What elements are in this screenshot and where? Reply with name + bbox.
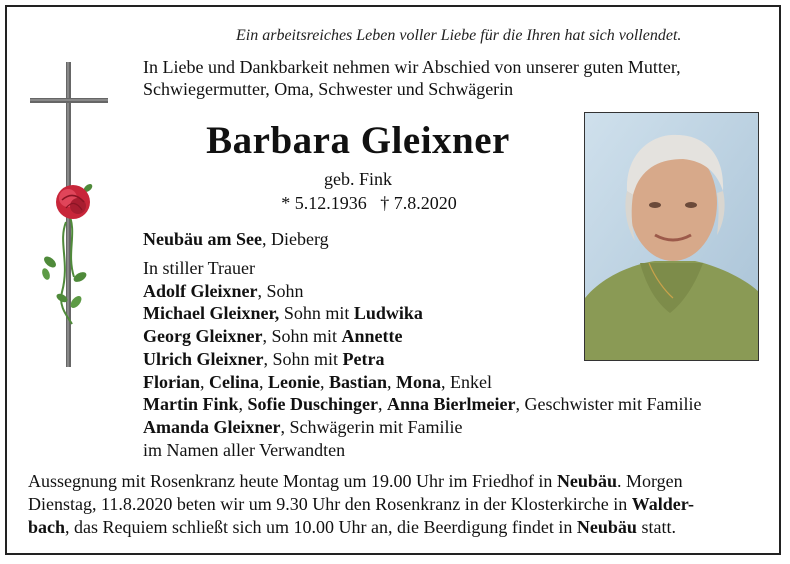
mourner-line-segment: , bbox=[200, 371, 209, 392]
service-line-segment: bach bbox=[28, 517, 66, 537]
service-line-segment: Dienstag, 11.8.2020 beten wir um 9.30 Uhr den Rosenkranz in der Klosterkirche in bbox=[28, 494, 632, 514]
mourner-line-segment: Ulrich Gleixner bbox=[143, 348, 264, 369]
service-line-segment: Walder- bbox=[631, 494, 695, 514]
mourner-line-segment: , bbox=[238, 394, 248, 415]
mourner-line-segment: Bastian bbox=[329, 371, 388, 392]
mourner-line-segment: , bbox=[387, 371, 397, 392]
birth-name: geb. Fink bbox=[323, 169, 392, 189]
mourner-line-segment: Annette bbox=[341, 326, 403, 347]
mourner-line-segment: , bbox=[259, 371, 269, 392]
service-line-segment: statt. bbox=[636, 517, 676, 537]
service-line-segment: Aussegnung mit Rosenkranz heute Montag um 19.00 Uhr im Friedhof in bbox=[28, 471, 557, 491]
service-line bbox=[28, 493, 770, 516]
mourner-line-segment: im Namen aller Verwandten bbox=[143, 439, 346, 460]
place-line bbox=[143, 229, 329, 250]
mourner-line-segment: Anna Bierlmeier bbox=[387, 394, 516, 415]
mourner-line-segment: , Geschwister mit Familie bbox=[515, 394, 702, 415]
mourner-line-segment: Florian bbox=[143, 371, 200, 392]
mourner-line-segment: Amanda Gleixner bbox=[143, 416, 281, 437]
service-announcement bbox=[28, 470, 770, 539]
mourner-line-segment: Mona bbox=[396, 371, 442, 392]
mourner-line-segment: Martin Fink bbox=[143, 394, 239, 415]
mourner-line-segment: , Sohn mit bbox=[263, 348, 343, 369]
mourner-line-segment: Petra bbox=[342, 348, 385, 369]
mourner-line bbox=[143, 416, 701, 439]
mourner-line-segment: Michael Gleixner, bbox=[143, 303, 280, 324]
service-line bbox=[28, 516, 770, 539]
mourner-line-segment: , Schwägerin mit Familie bbox=[280, 416, 463, 437]
mourner-line bbox=[143, 393, 701, 416]
service-line-segment: Neubäu bbox=[576, 517, 637, 537]
place-town: Neubäu am See bbox=[143, 229, 263, 249]
service-line-segment: , das Requiem schließt sich um 10.00 Uhr an, die Beerdigung findet in bbox=[65, 517, 577, 537]
life-dates: * 5.12.1936 † 7.8.2020 bbox=[281, 193, 457, 213]
mourner-line bbox=[143, 371, 701, 394]
intro-line: Schwiegermutter, Oma, Schwester und Schwägerin bbox=[143, 79, 514, 99]
mourner-line-segment: Leonie bbox=[268, 371, 321, 392]
place-district: , Dieberg bbox=[262, 229, 329, 249]
mourner-line-segment: , bbox=[320, 371, 330, 392]
service-line-segment: . Morgen bbox=[616, 471, 683, 491]
mourner-line-segment: , Sohn mit bbox=[262, 326, 342, 347]
mourning-header: In stiller Trauer bbox=[143, 258, 255, 278]
mourner-line bbox=[143, 439, 701, 462]
mourner-line-segment: Adolf Gleixner bbox=[143, 280, 258, 301]
motto: Ein arbeitsreiches Leben voller Liebe für die Ihren hat sich vollendet. bbox=[236, 27, 682, 44]
mourner-line-segment: Ludwika bbox=[353, 303, 423, 324]
service-line bbox=[28, 470, 770, 493]
mourner-line-segment: Georg Gleixner bbox=[143, 326, 263, 347]
mourner-line-segment: , bbox=[378, 394, 388, 415]
deceased-name: Barbara Gleixner bbox=[206, 119, 510, 162]
portrait-photo bbox=[584, 112, 759, 361]
mourner-line-segment: Sofie Duschinger bbox=[247, 394, 379, 415]
mourner-line-segment: Sohn mit bbox=[279, 303, 354, 324]
intro-line: In Liebe und Dankbarkeit nehmen wir Abschied von unserer guten Mutter, bbox=[143, 57, 681, 77]
intro-text bbox=[143, 56, 681, 100]
mourner-line-segment: , Sohn bbox=[257, 280, 304, 301]
cross-with-rose-icon bbox=[28, 62, 110, 372]
service-line-segment: Neubäu bbox=[556, 471, 617, 491]
mourner-line-segment: , Enkel bbox=[441, 371, 493, 392]
mourner-line-segment: Celina bbox=[209, 371, 260, 392]
